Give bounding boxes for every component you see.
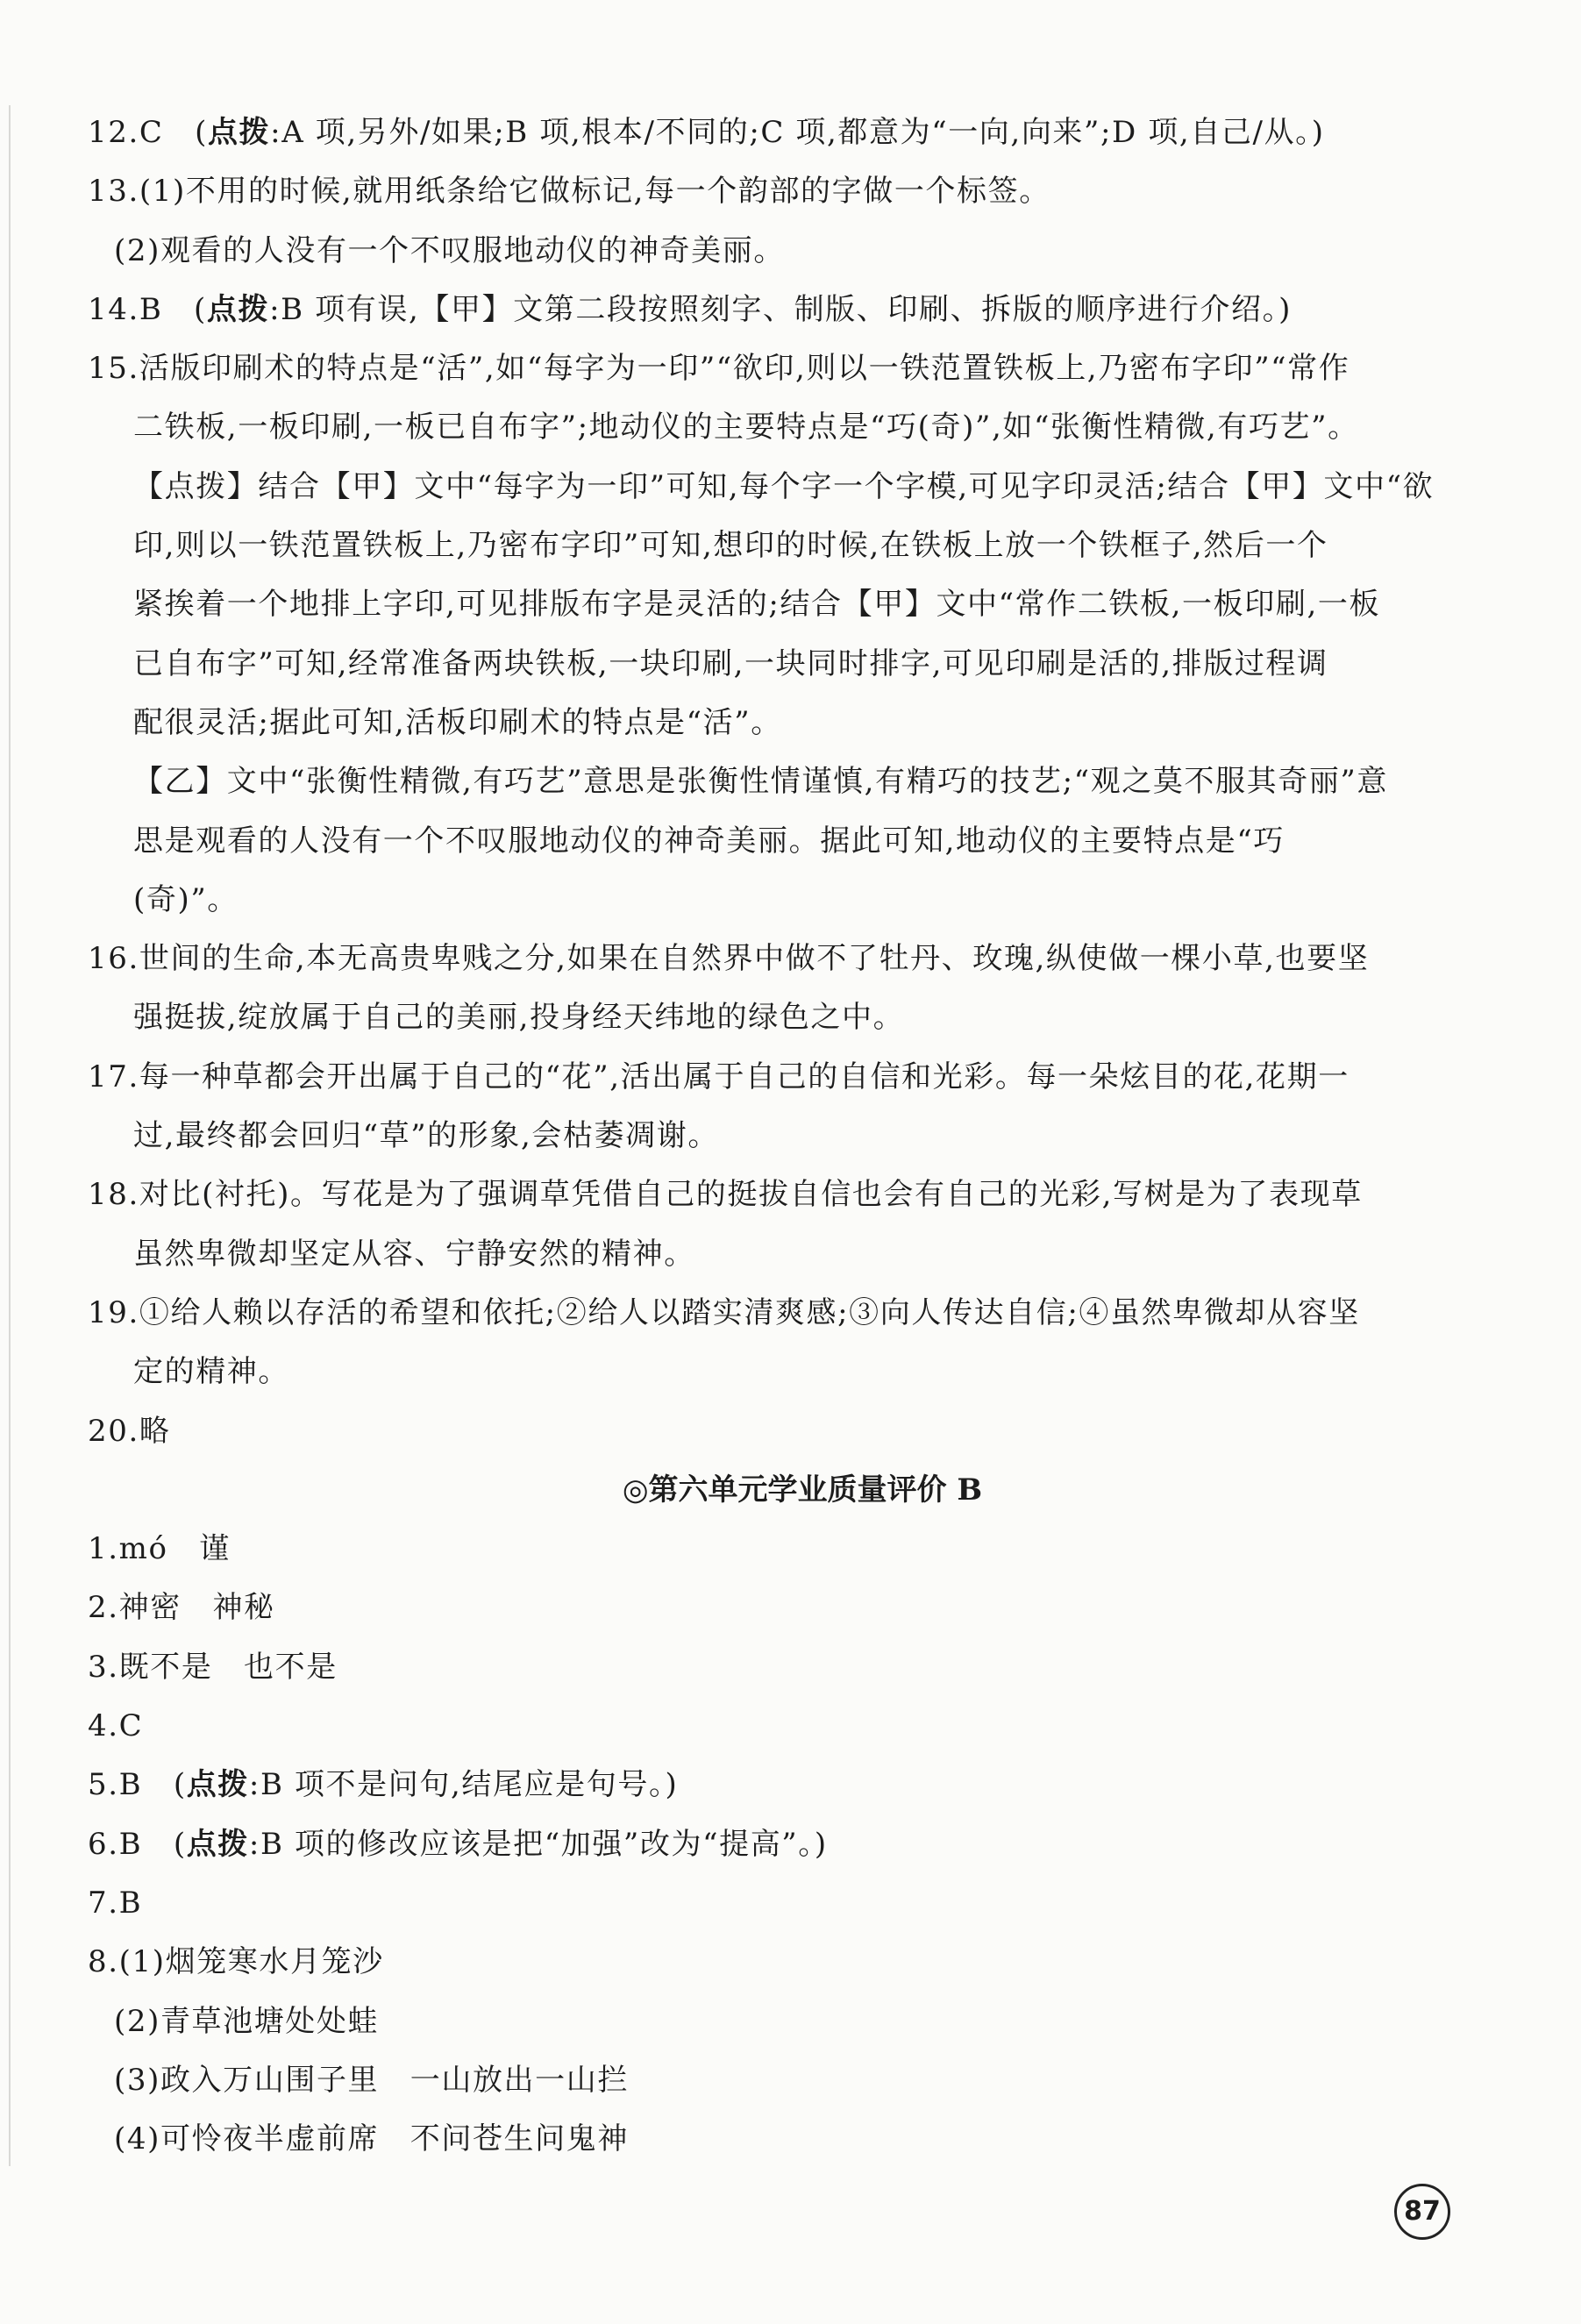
answer-line xyxy=(88,930,1464,988)
line-text: 定的精神。 xyxy=(133,1354,289,1390)
line-text: 已自布字”可知,经常准备两块铁板,一块印刷,一块同时排字,可见印刷是活的,排版过程调 xyxy=(133,645,1328,681)
line-text: (4)可怜夜半虚前席 不问苍生问鬼神 xyxy=(114,2121,629,2157)
answer-line xyxy=(88,988,1464,1047)
answer-line xyxy=(88,1402,1464,1461)
answer-line xyxy=(88,1756,1464,1814)
answer-line xyxy=(88,103,1464,162)
answers-unit-five xyxy=(88,103,1464,1461)
answer-line xyxy=(88,1520,1464,1579)
line-text: 虽然卑微却坚定从容、宁静安然的精神。 xyxy=(133,1236,695,1272)
line-text: 【乙】文中“张衡性精微,有巧艺”意思是张衡性情谨慎,有精巧的技艺;“观之莫不服其奇丽”意 xyxy=(133,764,1388,800)
page-number: 87 xyxy=(1394,2184,1450,2240)
line-text: 过,最终都会回归“草”的形象,会枯萎凋谢。 xyxy=(133,1118,719,1154)
answer-line xyxy=(88,1284,1464,1343)
line-text: (2)观看的人没有一个不叹服地动仪的神奇美丽。 xyxy=(114,232,785,268)
answer-line xyxy=(88,1579,1464,1637)
answer-line xyxy=(88,162,1464,221)
line-text: 13.(1)不用的时候,就用纸条给它做标记,每一个韵部的字做一个标签。 xyxy=(88,174,1050,210)
answer-line xyxy=(88,458,1464,517)
answers-unit-six-b xyxy=(88,1520,1464,2169)
answer-line xyxy=(88,1107,1464,1166)
section-heading: ◎第六单元学业质量评价 B xyxy=(622,1472,983,1508)
answer-line xyxy=(88,2110,1464,2169)
answer-line xyxy=(88,1933,1464,1992)
line-text: (3)政入万山围子里 一山放出一山拦 xyxy=(114,2062,629,2098)
line-text: 12.C ( xyxy=(88,115,208,150)
answer-line xyxy=(88,1343,1464,1401)
binding-margin-line xyxy=(9,105,11,2166)
line-text: 【点拨】结合【甲】文中“每字为一印”可知,每个字一个字模,可见字印灵活;结合【甲】文中“欲 xyxy=(133,468,1435,504)
line-text: 20.略 xyxy=(88,1413,171,1449)
line-text: 印,则以一铁范置铁板上,乃密布字印”可知,想印的时候,在铁板上放一个铁框子,然后一个 xyxy=(133,528,1328,564)
line-text: 思是观看的人没有一个不叹服地动仪的神奇美丽。据此可知,地动仪的主要特点是“巧 xyxy=(133,823,1285,859)
answer-line xyxy=(88,2051,1464,2110)
line-text: 强挺拔,绽放属于自己的美丽,投身经天纬地的绿色之中。 xyxy=(133,1000,905,1036)
answer-line xyxy=(88,222,1464,281)
line-text: 4.C xyxy=(88,1708,144,1744)
answer-line xyxy=(88,281,1464,339)
line-text: 3.既不是 也不是 xyxy=(88,1649,338,1685)
line-text: 14.B ( xyxy=(88,291,207,327)
answer-line xyxy=(88,1815,1464,1874)
line-text: 配很灵活;据此可知,活板印刷术的特点是“活”。 xyxy=(133,704,782,740)
answer-line xyxy=(88,812,1464,871)
answer-line xyxy=(88,1993,1464,2051)
hint-label: 点拨 xyxy=(206,291,270,327)
line-text: 二铁板,一板印刷,一板已自布字”;地动仪的主要特点是“巧(奇)”,如“张衡性精微,有巧艺”。 xyxy=(133,410,1359,446)
answer-line xyxy=(88,1225,1464,1284)
answer-line xyxy=(88,1638,1464,1697)
line-text: 5.B ( xyxy=(88,1767,187,1803)
hint-label: 点拨 xyxy=(207,115,271,150)
line-text: :B 项不是问句,结尾应是句号。) xyxy=(248,1767,679,1803)
answer-line xyxy=(88,1697,1464,1756)
hint-label: 点拨 xyxy=(186,1767,249,1803)
line-text: 18.对比(衬托)。写花是为了强调草凭借自己的挺拔自信也会有自己的光彩,写树是为了表现草 xyxy=(88,1177,1363,1213)
line-text: (2)青草池塘处处蛙 xyxy=(114,2003,380,2039)
line-text: :A 项,另外/如果;B 项,根本/不同的;C 项,都意为“一向,向来”;D 项,自己/从。) xyxy=(270,115,1325,150)
line-text: :B 项的修改应该是把“加强”改为“提高”。) xyxy=(248,1826,828,1862)
answer-content xyxy=(88,103,1464,2169)
line-text: (奇)”。 xyxy=(133,881,239,917)
line-text: 7.B xyxy=(88,1885,143,1921)
line-text: 15.活版印刷术的特点是“活”,如“每字为一印”“欲印,则以一铁范置铁板上,乃密布字印”“常作 xyxy=(88,351,1350,387)
hint-label: 点拨 xyxy=(186,1826,249,1862)
answer-line xyxy=(88,517,1464,575)
answer-line xyxy=(88,575,1464,634)
line-text: 16.世间的生命,本无高贵卑贱之分,如果在自然界中做不了牡丹、玫瑰,纵使做一棵小草,也要坚 xyxy=(88,941,1370,977)
answer-line xyxy=(88,635,1464,694)
answer-line xyxy=(88,871,1464,930)
answer-line xyxy=(88,694,1464,752)
line-text: 1.mó 谨 xyxy=(88,1531,231,1567)
answer-line xyxy=(88,398,1464,457)
line-text: 17.每一种草都会开出属于自己的“花”,活出属于自己的自信和光彩。每一朵炫目的花,花期一 xyxy=(88,1059,1350,1094)
line-text: 8.(1)烟笼寒水月笼沙 xyxy=(88,1944,384,1980)
line-text: 2.神密 神秘 xyxy=(88,1590,275,1626)
line-text: 紧挨着一个地排上字印,可见排版布字是灵活的;结合【甲】文中“常作二铁板,一板印刷,一板 xyxy=(133,587,1381,623)
answer-line xyxy=(88,1048,1464,1107)
answer-line xyxy=(88,339,1464,398)
answer-line xyxy=(88,1166,1464,1224)
line-text: :B 项有误,【甲】文第二段按照刻字、制版、印刷、拆版的顺序进行介绍。) xyxy=(269,291,1293,327)
answer-line xyxy=(88,1874,1464,1933)
line-text: 19.①给人赖以存活的希望和依托;②给人以踏实清爽感;③向人传达自信;④虽然卑微却从容坚 xyxy=(88,1294,1360,1330)
answer-line xyxy=(88,752,1464,811)
line-text: 6.B ( xyxy=(88,1826,187,1862)
